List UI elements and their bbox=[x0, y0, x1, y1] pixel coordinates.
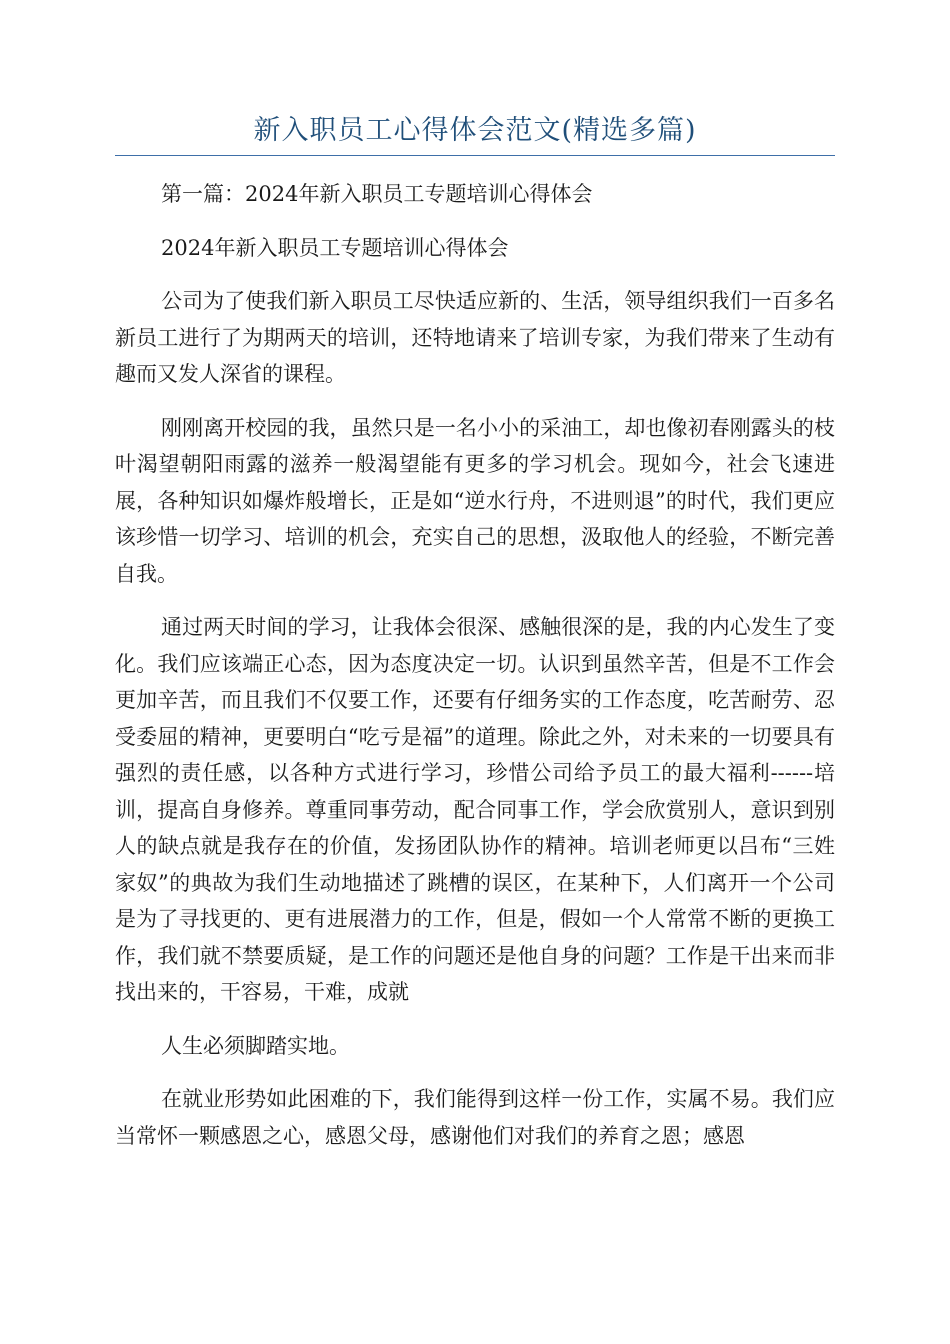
paragraph: 人生必须脚踏实地。 bbox=[161, 1033, 350, 1058]
paragraph: 通过两天时间的学习，让我体会很深、感触很深的是，我的内心发生了变化。我们应该端正心态，因为态度决定一切。认识到虽然辛苦，但是不工作会更加辛苦，而且我们不仅要工作，还要有仔细务实的工作态度，吃苦耐劳、忍受委屈的精神，更要明白“吃亏是福”的道理。除此之外，对未来的一切要具有强烈的责任感，以各种方式进行学习，珍惜公司给予员工的最大福利------培训，提高自身修养。尊重同事劳动，配合同事工作，学会欣赏别人，意识到别人的缺点就是我存在的价值，发扬团队协作的精神。培训老师更以吕布“三姓家奴”的典故为我们生动地描述了跳槽的误区，在某种下，人们离开一个公司是为了寻找更的、更有进展潜力的工作，但是，假如一个人常常不断的更换工作，我们就不禁要质疑，是工作的问题还是他自身的问题？工作是干出来而非找出来的，干容易，干难，成就 bbox=[115, 615, 835, 1004]
paragraph-subtitle: 2024年新入职员工专题培训心得体会 bbox=[161, 235, 509, 260]
paragraph-section-heading: 第一篇：2024年新入职员工专题培训心得体会 bbox=[161, 182, 593, 206]
title-underline bbox=[115, 155, 835, 156]
document-body bbox=[115, 176, 835, 1154]
paragraph: 在就业形势如此困难的下，我们能得到这样一份工作，实属不易。我们应当常怀一颗感恩之心，感恩父母，感谢他们对我们的养育之恩；感恩 bbox=[115, 1087, 835, 1148]
document-title: 新入职员工心得体会范文(精选多篇) bbox=[253, 115, 697, 146]
paragraph: 刚刚离开校园的我，虽然只是一名小小的采油工，却也像初春刚露头的枝叶渴望朝阳雨露的滋养一般渴望能有更多的学习机会。现如今，社会飞速进展，各种知识如爆炸般增长，正是如“逆水行舟，不进则退”的时代，我们更应该珍惜一切学习、培训的机会，充实自己的思想，汲取他人的经验，不断完善自我。 bbox=[115, 415, 835, 586]
paragraph: 公司为了使我们新入职员工尽快适应新的、生活，领导组织我们一百多名新员工进行了为期两天的培训，还特地请来了培训专家，为我们带来了生动有趣而又发人深省的课程。 bbox=[115, 289, 835, 386]
